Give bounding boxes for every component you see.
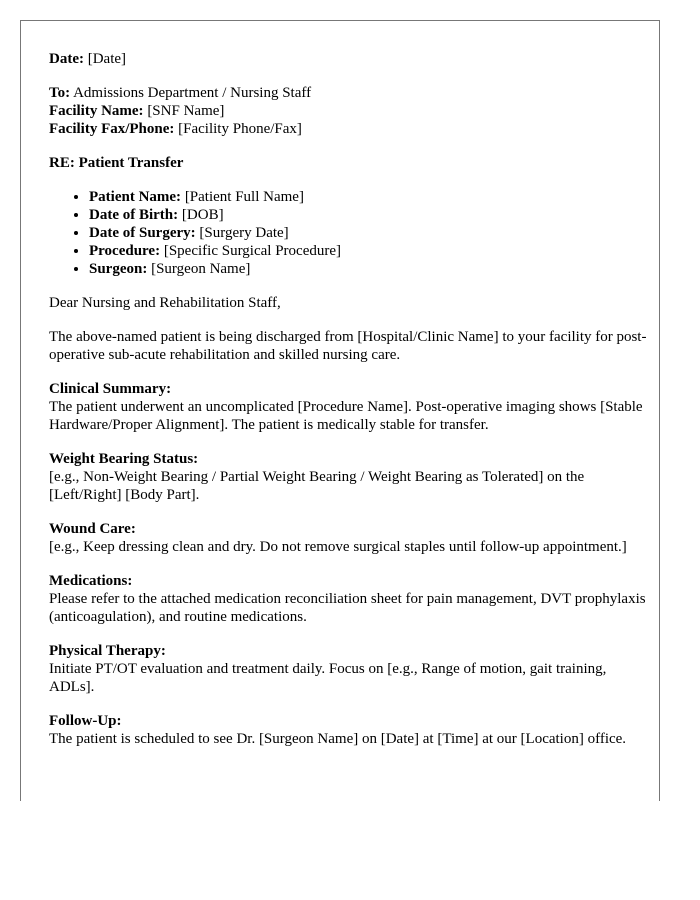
letter-body xyxy=(49,50,649,764)
surgeon-value: [Surgeon Name] xyxy=(151,261,251,277)
date-line xyxy=(49,50,649,68)
patient-name-label: Patient Name: xyxy=(89,189,182,205)
facility-fax-label: Facility Fax/Phone: xyxy=(49,121,175,137)
section-heading: Weight Bearing Status: xyxy=(49,451,199,467)
section-text: The patient underwent an uncomplicated [Procedure Name]. Post-operative imaging shows [Stable Hardware/Proper Alignment]. The patient is medically stable for transfer. xyxy=(49,399,643,433)
intro-paragraph: The above-named patient is being discharged from [Hospital/Clinic Name] to your facility for post-operative sub-acute rehabilitation and skilled nursing care. xyxy=(49,329,647,363)
surgeon-label: Surgeon: xyxy=(89,261,148,277)
list-item xyxy=(89,242,649,260)
section-text: Please refer to the attached medication reconciliation sheet for pain management, DVT prophylaxis (anticoagulation), and routine medications. xyxy=(49,591,646,625)
section-heading: Physical Therapy: xyxy=(49,643,166,659)
section-heading: Wound Care: xyxy=(49,521,136,537)
facility-name-value: [SNF Name] xyxy=(147,103,225,119)
list-item xyxy=(89,224,649,242)
follow-up-section xyxy=(49,712,649,748)
date-label: Date: xyxy=(49,51,84,67)
section-text: [e.g., Keep dressing clean and dry. Do not remove surgical staples until follow-up appointment.] xyxy=(49,539,627,555)
salutation: Dear Nursing and Rehabilitation Staff, xyxy=(49,295,281,311)
weight-bearing-section xyxy=(49,450,649,504)
to-value: Admissions Department / Nursing Staff xyxy=(73,85,312,101)
patient-details-list xyxy=(49,188,649,278)
facility-name-line xyxy=(49,102,649,120)
dob-value: [DOB] xyxy=(181,207,224,223)
date-value: [Date] xyxy=(87,51,127,67)
facility-fax-line xyxy=(49,120,649,138)
wound-care-section xyxy=(49,520,649,556)
subject-line: RE: Patient Transfer xyxy=(49,155,184,171)
section-heading: Clinical Summary: xyxy=(49,381,172,397)
document-page xyxy=(20,20,660,801)
list-item xyxy=(89,260,649,278)
section-text: [e.g., Non-Weight Bearing / Partial Weight Bearing / Weight Bearing as Tolerated] on the [Left/Right] [Body Part]. xyxy=(49,469,585,503)
facility-fax-value: [Facility Phone/Fax] xyxy=(178,121,302,137)
list-item xyxy=(89,188,649,206)
to-label: To: xyxy=(49,85,71,101)
section-text: The patient is scheduled to see Dr. [Surgeon Name] on [Date] at [Time] at our [Location] office. xyxy=(49,731,627,747)
facility-name-label: Facility Name: xyxy=(49,103,144,119)
recipient-block xyxy=(49,84,649,138)
surgery-date-value: [Surgery Date] xyxy=(199,225,289,241)
procedure-label: Procedure: xyxy=(89,243,161,259)
physical-therapy-section xyxy=(49,642,649,696)
medications-section xyxy=(49,572,649,626)
section-heading: Medications: xyxy=(49,573,133,589)
patient-name-value: [Patient Full Name] xyxy=(184,189,304,205)
to-line xyxy=(49,84,649,102)
clinical-summary-section xyxy=(49,380,649,434)
surgery-date-label: Date of Surgery: xyxy=(89,225,196,241)
dob-label: Date of Birth: xyxy=(89,207,179,223)
section-text: Initiate PT/OT evaluation and treatment daily. Focus on [e.g., Range of motion, gait training, ADLs]. xyxy=(49,661,607,695)
list-item xyxy=(89,206,649,224)
section-heading: Follow-Up: xyxy=(49,713,122,729)
procedure-value: [Specific Surgical Procedure] xyxy=(163,243,342,259)
